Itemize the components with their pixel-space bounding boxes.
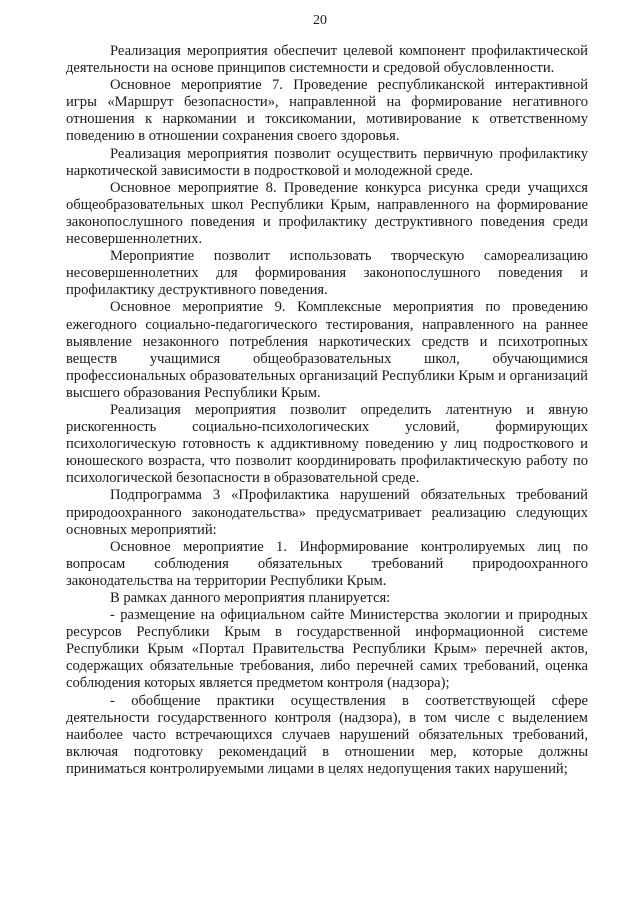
page-number: 20 <box>313 13 327 28</box>
paragraph-measure-7: Основное мероприятие 7. Проведение республиканской интерактивной игры «Маршрут безопасности», направленной на формирование негативного отношения к наркомании и токсикомании, мотивирование к ответственному поведению в отношении сохранения своего здоровья. <box>66 77 588 145</box>
paragraph-measure-8: Основное мероприятие 8. Проведение конкурса рисунка среди учащихся общеобразовательных школ Республики Крым, направленного на формирование законопослушного поведения и профилактику деструктивного поведения среди несовершеннолетних. <box>66 179 588 248</box>
paragraph-implementation-outcome: Реализация мероприятия обеспечит целевой компонент профилактической деятельности на основе принципов системности и средовой обусловленности. <box>66 43 588 77</box>
paragraph-planned-intro: В рамках данного мероприятия планируется: <box>110 590 391 606</box>
list-item-publication: - размещение на официальном сайте Министерства экологии и природных ресурсов Республики Крым в государственной информационной системе Республики Крым «Портал Правительства Республики Крым» перечней актов, содержащих обязательные требования, либо перечней самих требований, оценка соблюдения которых является предметом контроля (надзора); <box>66 607 588 692</box>
paragraph-measure-8-outcome: Мероприятие позволит использовать творческую самореализацию несовершеннолетних для формирования законопослушного поведения и профилактику деструктивного поведения. <box>66 248 588 299</box>
document-body <box>66 43 588 778</box>
paragraph-subprogram-3-measure-1: Основное мероприятие 1. Информирование контролируемых лиц по вопросам соблюдения обязательных требований природоохранного законодательства на территории Республики Крым. <box>66 538 588 589</box>
list-item-practice-summary: - обобщение практики осуществления в соответствующей сфере деятельности государственного контроля (надзора), в том числе с выделением наиболее часто встречающихся случаев нарушений обязательных требований, включая подготовку рекомендаций в отношении мер, которые должны приниматься контролируемыми лицами в целях недопущения таких нарушений; <box>66 692 588 777</box>
paragraph-measure-7-outcome: Реализация мероприятия позволит осуществить первичную профилактику наркотической зависимости в подростковой и молодежной среде. <box>66 145 588 179</box>
paragraph-measure-9-outcome: Реализация мероприятия позволит определить латентную и явную рискогенность социально-психологических условий, формирующих психологическую готовность к аддиктивному поведению у лиц подросткового и юношеского возраста, что позволит координировать профилактическую работу по психологической безопасности в образовательной среде. <box>66 401 588 487</box>
paragraph-subprogram-3: Подпрограмма 3 «Профилактика нарушений обязательных требований природоохранного законодательства» предусматривает реализацию следующих основных мероприятий: <box>66 487 588 538</box>
paragraph-measure-9: Основное мероприятие 9. Комплексные мероприятия по проведению ежегодного социально-педагогического тестирования, направленного на раннее выявление незаконного потребления наркотических средств и психотропных веществ учащимися общеобразовательных школ, обучающимися профессиональных образовательных организаций Республики Крым и организаций высшего образования Республики Крым. <box>66 299 588 401</box>
